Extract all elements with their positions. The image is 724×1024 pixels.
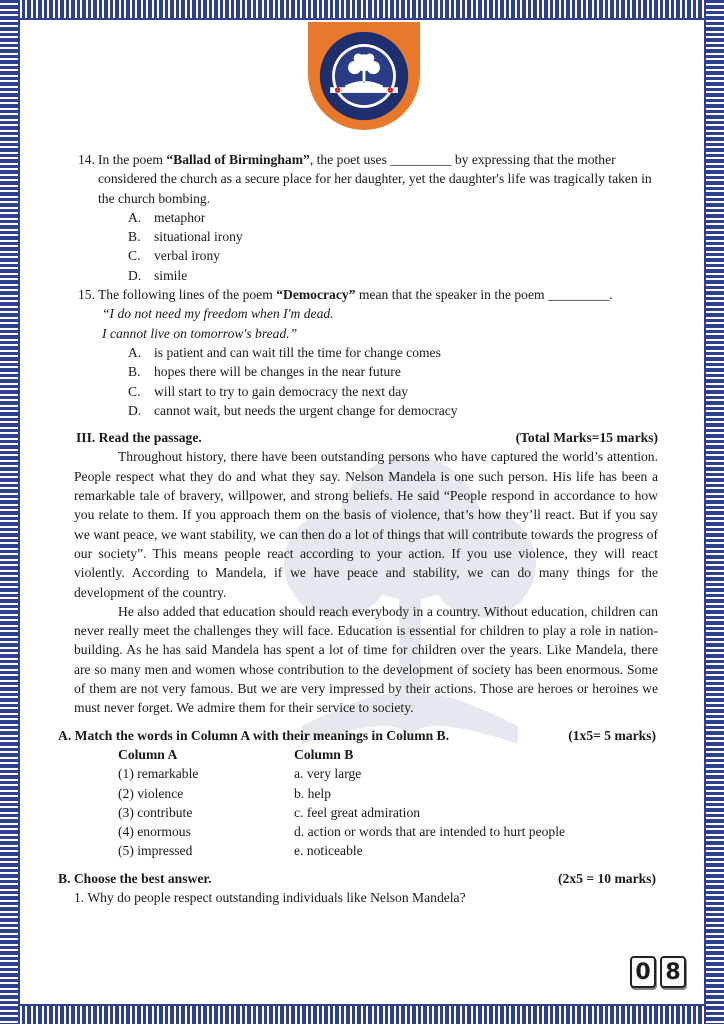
- part-b-heading: B. Choose the best answer. (2x5 = 10 marks): [58, 870, 656, 886]
- option-a[interactable]: A. is patient and can wait till the time for change comes: [128, 344, 441, 360]
- option-b[interactable]: B. hopes there will be changes in the near future: [128, 364, 401, 380]
- column-b-header: Column B: [294, 746, 354, 762]
- poem-quote-line-2: I cannot live on tomorrow's bread.”: [102, 325, 298, 341]
- column-b-item: e. noticeable: [294, 843, 363, 859]
- column-b-item: a. very large: [294, 766, 362, 782]
- passage-paragraph-1: Throughout history, there have been outstanding persons who have captured the world’s attention. People respect what they do and what they say. Nelson Mandela is one such person. His life has been a remarkable tale of bravery, willpower, and strong beliefs. He said “People respond in accordance to how you relate to them. If you approach them on the basis of violence, that’s how they’ll react. But if you say we want peace, we want stability, we can then do a lot of things that will contribute towards the progress of our society”. This means people react according to your action. If you use violence, they will react violently. According to Mandela, if we have peace and stability, we can do many things for the development of the country.: [74, 449, 658, 600]
- matching-table: [118, 745, 658, 861]
- option-d[interactable]: D. cannot wait, but needs the urgent change for democracy: [128, 402, 458, 418]
- school-logo: [308, 22, 420, 130]
- section-3-heading: III. Read the passage. (Total Marks=15 marks): [76, 430, 658, 446]
- column-a-item: (5) impressed: [118, 843, 193, 859]
- options-list: [128, 343, 658, 420]
- options-list: [128, 208, 658, 285]
- border-left: [0, 0, 20, 1024]
- option-a[interactable]: A. metaphor: [128, 209, 206, 225]
- column-b-item: d. action or words that are intended to hurt people: [294, 824, 566, 840]
- question-14: [78, 150, 658, 285]
- column-b-item: b. help: [294, 785, 331, 801]
- column-b-item: c. feel great admiration: [294, 804, 421, 820]
- part-b-question-1: 1. Why do people respect outstanding individuals like Nelson Mandela?: [74, 889, 466, 905]
- page-number: [630, 956, 686, 988]
- column-a-item: (2) violence: [118, 785, 184, 801]
- border-bottom: [0, 1004, 724, 1024]
- column-a-item: (1) remarkable: [118, 766, 199, 782]
- question-15: [78, 285, 658, 420]
- question-stem: 15. The following lines of the poem “Democracy” mean that the speaker in the poem _________.: [78, 287, 613, 303]
- column-a-item: (4) enormous: [118, 824, 191, 840]
- tree-book-emblem-icon: [317, 29, 411, 123]
- passage-paragraph-2: He also added that education should reach everybody in a country. Without education, children can never really meet the challenges they will face. Education is essential for children to play a role in nation-building. As he has said Mandela has spent a lot of time for children over the years. Like Mandela, there are so many men and women whose contribution to the development of society has been enormous. Some of them are not very famous. But we are very impressed by their actions. Those are heroes or heroines we must never forget. We admire them for their service to society.: [74, 603, 658, 716]
- page-digit: 0: [630, 956, 656, 988]
- part-a-heading: A. Match the words in Column A with their meanings in Column B. (1x5= 5 marks): [58, 727, 656, 743]
- option-c[interactable]: C. will start to try to gain democracy the next day: [128, 383, 409, 399]
- poem-quote-line-1: “I do not need my freedom when I'm dead.: [102, 306, 334, 322]
- column-a-item: (3) contribute: [118, 804, 193, 820]
- border-top: [0, 0, 724, 20]
- option-d[interactable]: D. simile: [128, 267, 188, 283]
- page-content: [58, 150, 658, 907]
- column-a-header: Column A: [118, 746, 178, 762]
- border-right: [704, 0, 724, 1024]
- option-c[interactable]: C. verbal irony: [128, 248, 221, 264]
- option-b[interactable]: B. situational irony: [128, 229, 243, 245]
- page-digit: 8: [660, 956, 686, 988]
- question-stem: 14. In the poem “Ballad of Birmingham”, the poet uses _________ by expressing that the mother considered the church as a secure place for her daughter, yet the daughter's life was tragically taken in the church bombing.: [78, 152, 652, 206]
